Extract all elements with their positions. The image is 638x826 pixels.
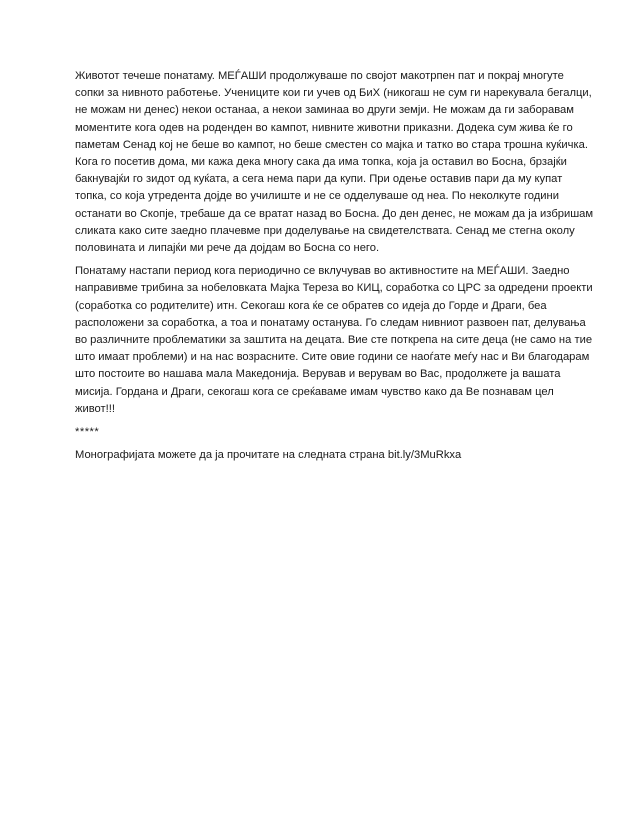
paragraph-1-line: топка, со која утредента дојде во училиште и не се одделуваше од неа. По неколкуте години <box>75 190 559 203</box>
paragraph-1-line: останати во Скопје, требаше да се вратат назад во Босна. До ден денес, не можам да ја избришам <box>75 207 594 220</box>
paragraph-1-line: сликата како сите заедно плачевме при доделување на свидетелствата. Сенад ме стегна околу <box>75 224 575 237</box>
paragraph-2-line: во различните проблематики за заштита на децата. Вие сте поткрепа на сите деца (не само на тие <box>75 334 593 347</box>
paragraph-1-line: моментите кога одев на роденден во кампот, нивните животни приказни. Додека сум жива ќе го <box>75 121 573 134</box>
paragraph-1 <box>75 68 594 257</box>
document-body <box>75 68 594 470</box>
paragraph-2-line: што имаат проблеми) и на нас возрасните. Сите овие години се наоѓате меѓу нас и Ви благодарам <box>75 351 590 364</box>
paragraph-1-line: не можам ни денес) некои останаа, а некои заминаа во други земји. Не можам да ги заборавам <box>75 104 574 117</box>
section-separator: ***** <box>75 426 100 439</box>
paragraph-1-line: сопки за нивното работење. Учениците кои ги учев од БиХ (никогаш не сум ги нарекувала бегалци, <box>75 87 592 100</box>
monograph-link-note: Монографијата можете да ја прочитате на следната страна bit.ly/3MuRkxa <box>75 449 462 462</box>
paragraph-2-line: живот!!! <box>75 402 115 415</box>
paragraph-2-line: што постоите во нашава мала Македонија. Верував и верувам во Вас, продолжете ја вашата <box>75 368 561 381</box>
paragraph-2-line: расположени за соработка, а тоа и понатаму останува. Го следам нивниот развоен пат, делувања <box>75 316 586 329</box>
paragraph-1-line: половината и липајќи ми рече да дојдам во Босна со него. <box>75 242 380 255</box>
paragraph-2-line: Понатаму настапи период кога периодично се вклучував во активностите на МЕЃАШИ. Заедно <box>75 265 570 278</box>
paragraph-2-line: (соработка со родителите) итн. Секогаш кога ќе се обратев со идеја до Горде и Драги, беа <box>75 299 547 312</box>
paragraph-1-line: Животот течеше понатаму. МЕЃАШИ продолжуваше по својот макотрпен пат и покрај многуте <box>75 70 564 82</box>
paragraph-2-line: направивме трибина за нобеловката Мајка Тереза во КИЦ, соработка со ЦРС за одредени проекти <box>75 282 593 295</box>
paragraph-2-line: мисија. Гордана и Драги, секогаш кога се среќаваме имам чувство како да Ве познавам цел <box>75 385 554 398</box>
paragraph-1-line: бакнувајќи го зидот од куќата, а сега нема пари да купи. При одење оставив пари да му купат <box>75 173 563 186</box>
paragraph-2 <box>75 263 593 418</box>
paragraph-1-line: Кога го посетив дома, ми кажа дека многу сака да има топка, која ја оставил во Босна, брзајќи <box>75 156 567 169</box>
paragraph-1-line: паметам Сенад кој не беше во кампот, но беше сместен со мајка и татко во стара трошна куќичка. <box>75 138 588 151</box>
